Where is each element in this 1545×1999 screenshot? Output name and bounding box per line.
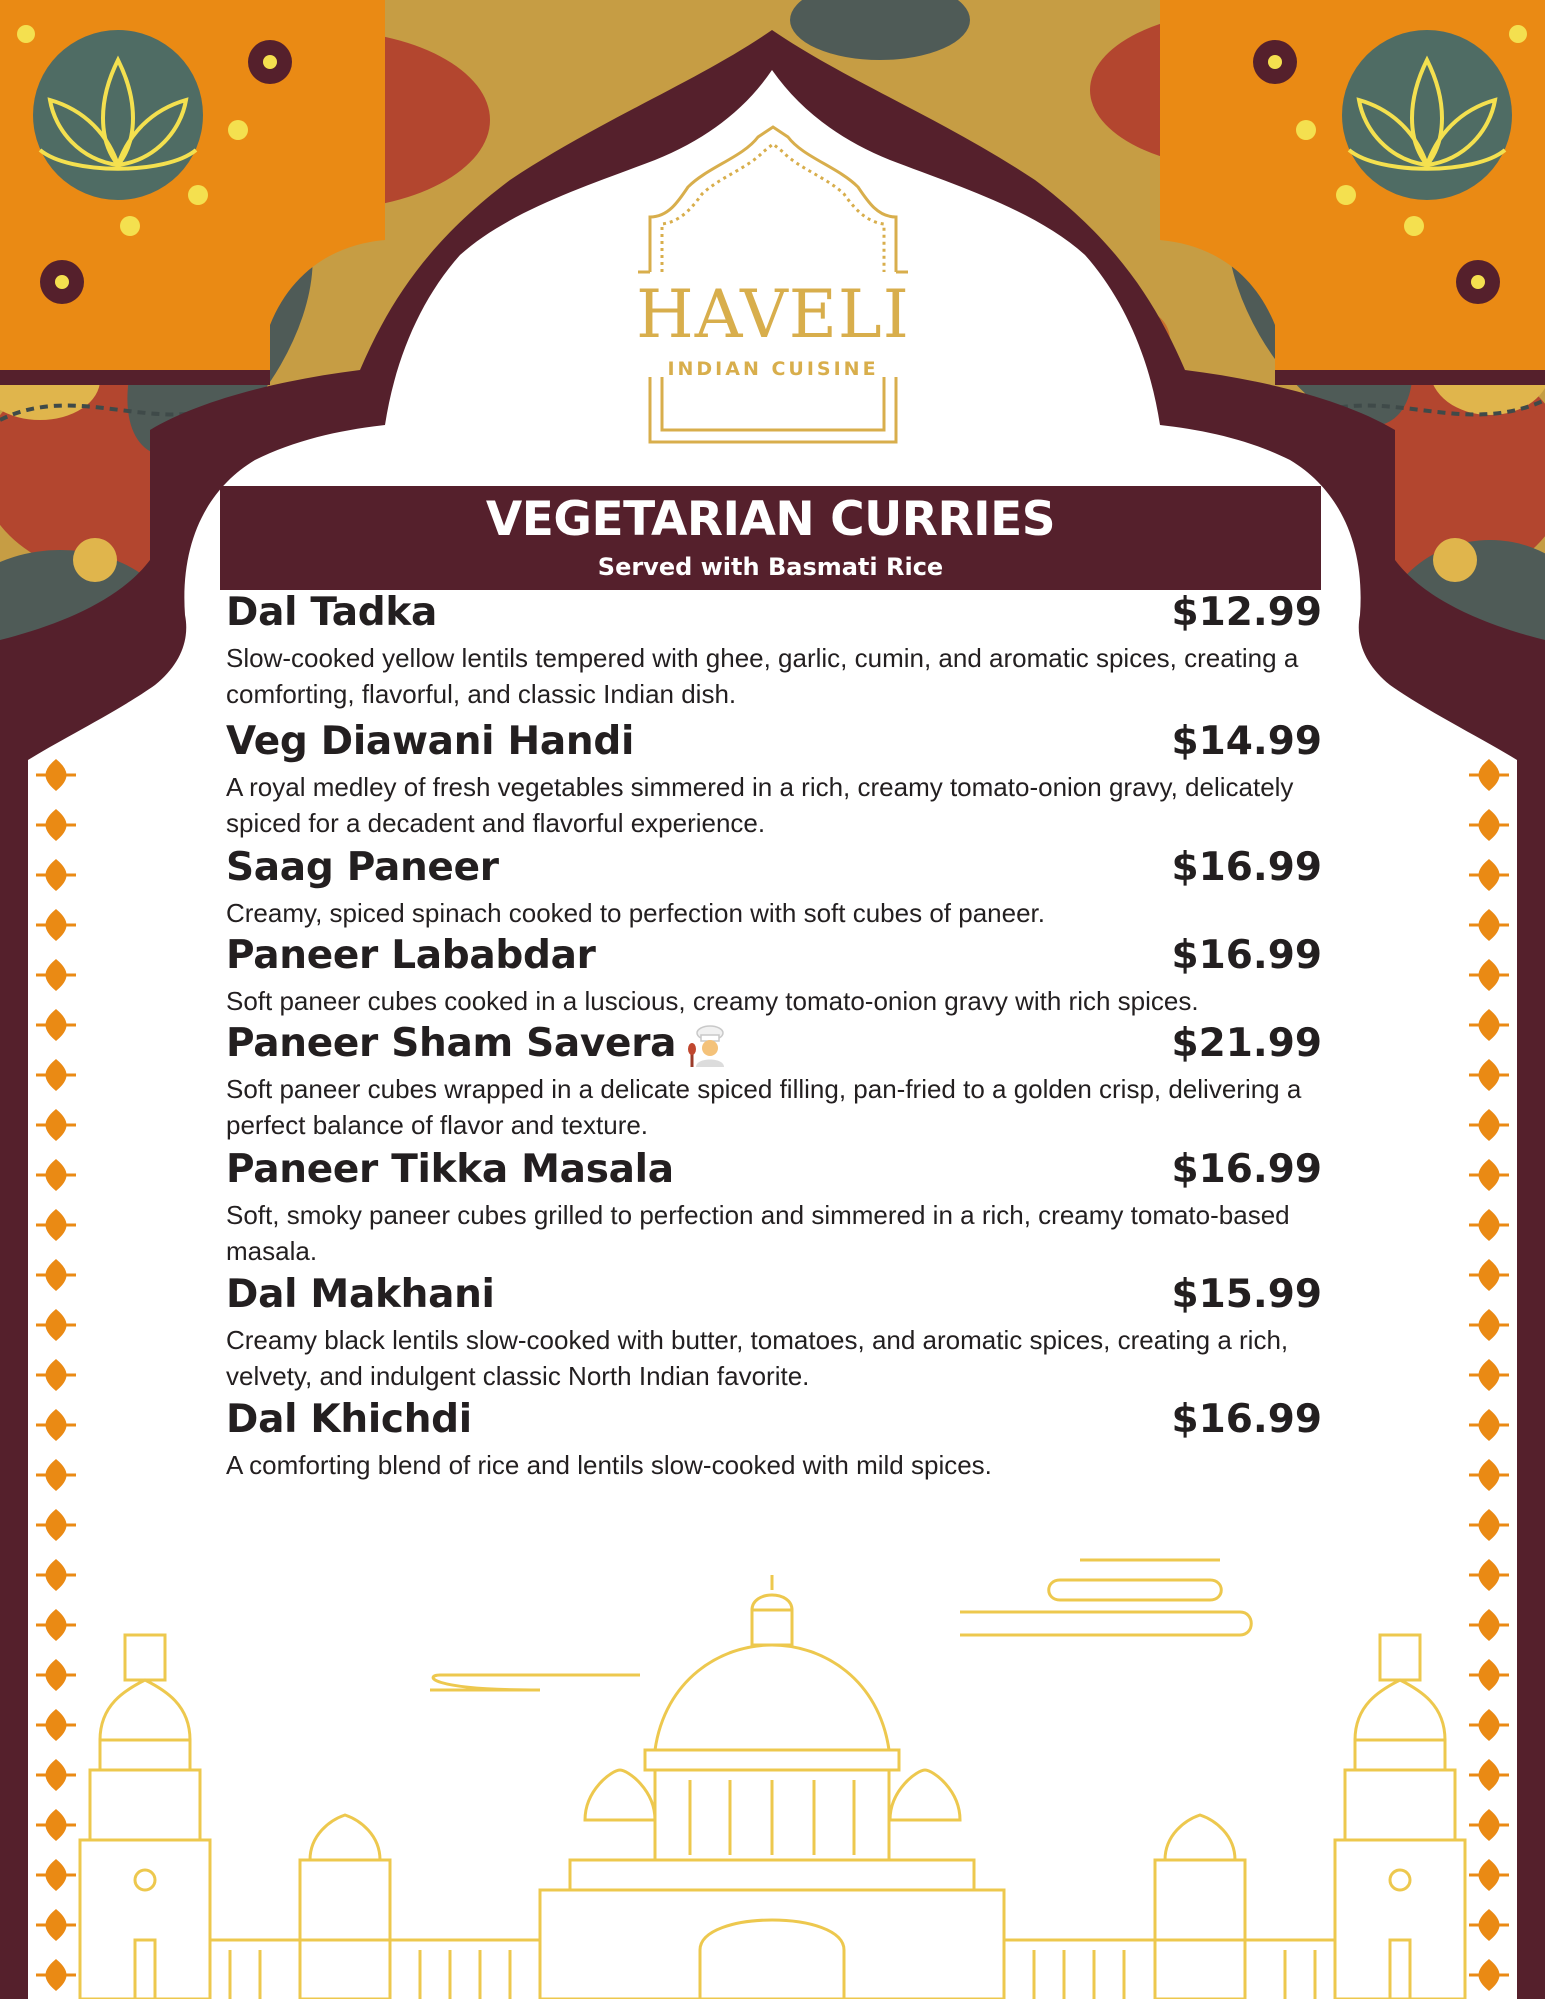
item-price: $12.99 [1171, 590, 1322, 635]
brand-subtitle: INDIAN CUISINE [667, 358, 879, 380]
item-name: Saag Paneer [226, 845, 499, 890]
section-subtitle: Served with Basmati Rice [597, 553, 944, 581]
section-title: VEGETARIAN CURRIES [485, 492, 1056, 547]
item-description: Creamy, spiced spinach cooked to perfection with soft cubes of paneer. [226, 898, 1045, 928]
item-name: Paneer Sham Savera [226, 1021, 677, 1066]
item-price: $16.99 [1171, 1397, 1322, 1442]
item-name: Paneer Lababdar [226, 933, 596, 978]
item-price: $16.99 [1171, 933, 1322, 978]
item-description: A comforting blend of rice and lentils slow-cooked with mild spices. [226, 1450, 992, 1480]
item-description: Soft, smoky paneer cubes grilled to perfection and simmered in a rich, creamy tomato-based masala. [226, 1200, 1290, 1266]
item-name-row [226, 1021, 728, 1067]
item-price: $14.99 [1171, 719, 1322, 764]
item-description: A royal medley of fresh vegetables simmered in a rich, creamy tomato-onion gravy, delicately spiced for a decadent and flavorful experience. [226, 772, 1294, 838]
section-header [220, 486, 1321, 590]
item-price: $16.99 [1171, 1147, 1322, 1192]
item-description: Soft paneer cubes wrapped in a delicate spiced filling, pan-fried to a golden crisp, delivering a perfect balance of flavor and texture. [226, 1074, 1302, 1140]
item-name: Veg Diawani Handi [226, 719, 635, 764]
item-description: Creamy black lentils slow-cooked with butter, tomatoes, and aromatic spices, creating a rich, velvety, and indulgent classic North Indian favorite. [226, 1325, 1289, 1391]
item-name: Dal Makhani [226, 1272, 495, 1317]
item-description: Slow-cooked yellow lentils tempered with ghee, garlic, cumin, and aromatic spices, creating a comforting, flavorful, and classic Indian dish. [226, 643, 1299, 709]
brand-name: HAVELI [636, 276, 910, 353]
item-price: $15.99 [1171, 1272, 1322, 1317]
chef-icon [684, 1025, 728, 1067]
item-description: Soft paneer cubes cooked in a luscious, creamy tomato-onion gravy with rich spices. [226, 986, 1199, 1016]
item-name: Dal Tadka [226, 590, 438, 635]
item-price: $16.99 [1171, 845, 1322, 890]
item-price: $21.99 [1171, 1021, 1322, 1066]
item-name: Paneer Tikka Masala [226, 1147, 674, 1192]
restaurant-logo [628, 122, 918, 452]
item-name: Dal Khichdi [226, 1397, 472, 1442]
